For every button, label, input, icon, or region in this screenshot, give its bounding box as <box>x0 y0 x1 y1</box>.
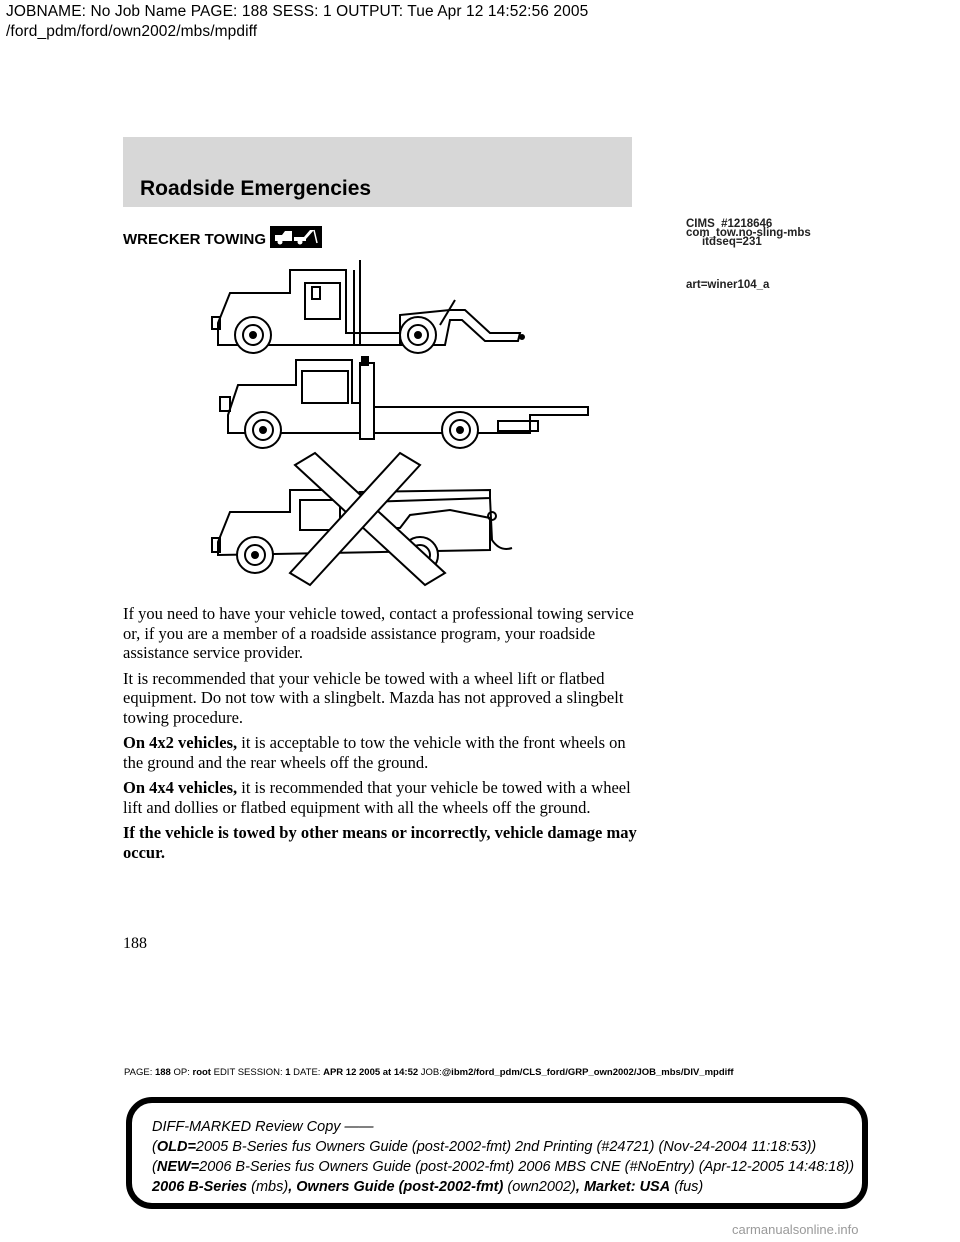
flatbed-truck-illustration <box>220 357 588 448</box>
diff-line-1: DIFF-MARKED Review Copy —— <box>152 1119 374 1135</box>
paragraph-1: If you need to have your vehicle towed, contact a professional towing service or, if you are a member of a roadside assistance program, your roadside assistance service provider. <box>123 604 634 662</box>
paragraph-3 <box>123 733 643 772</box>
paragraph-5-warning <box>123 823 643 862</box>
diff-old-label: OLD= <box>156 1139 196 1155</box>
footer-op-label: OP: <box>173 1067 190 1078</box>
diff-l4-e: , Market: <box>575 1179 640 1195</box>
job-header-line2: /ford_pdm/ford/own2002/mbs/mpdiff <box>6 23 258 40</box>
footer-job-value: @ibm2/ford_pdm/CLS_ford/GRP_own2002/JOB_mbs/DIV_mpdiff <box>441 1067 734 1078</box>
diff-l4-b: (mbs) <box>247 1179 289 1195</box>
paragraph-4 <box>123 778 643 817</box>
tow-truck-icon <box>270 226 322 252</box>
paragraph-4-lead: On 4x4 vehicles, <box>123 778 238 797</box>
paragraph-4-text: it is recommended that your vehicle be towed with a wheel lift and dollies or flatbed equipment with all the wheels off the ground. <box>123 778 631 817</box>
diff-l4-g: (fus) <box>670 1179 704 1195</box>
diff-old-open: ( <box>152 1139 157 1155</box>
paragraph-2: It is recommended that your vehicle be towed with a wheel lift or flatbed equipment. Do not tow with a slingbelt. Mazda has not approved a slingbelt towing procedure. <box>123 668 624 727</box>
diff-review-box <box>126 1097 868 1209</box>
diff-line-4 <box>152 1177 862 1197</box>
footer-page-value: 188 <box>154 1067 171 1078</box>
footer-job-label: JOB: <box>420 1067 442 1078</box>
towing-illustrations <box>200 255 600 600</box>
diff-l4-f: USA <box>639 1179 671 1195</box>
footer-date-value: APR 12 2005 at 14:52 <box>323 1067 419 1078</box>
diff-old-text: 2005 B-Series fus Owners Guide (post-2002-fmt) 2nd Printing (#24721) (Nov-24-2004 11:18:53)) <box>195 1139 817 1155</box>
diff-l4-a: 2006 B-Series <box>152 1179 248 1195</box>
cims-line1: CIMS #1218646 <box>686 218 773 230</box>
job-header <box>6 2 588 42</box>
page-number: 188 <box>123 935 147 952</box>
paragraph-5-text: If the vehicle is towed by other means or incorrectly, vehicle damage may occur. <box>123 823 637 862</box>
cims-annotation <box>686 220 811 247</box>
job-header-line1: JOBNAME: No Job Name PAGE: 188 SESS: 1 OUTPUT: Tue Apr 12 14:52:56 2005 <box>6 3 589 20</box>
footer-session-label: EDIT SESSION: <box>213 1067 283 1078</box>
diff-line-new <box>152 1157 862 1177</box>
diff-line-old <box>152 1137 862 1157</box>
cims-line3: itdseq=231 <box>686 236 762 248</box>
section-header-band <box>123 137 632 207</box>
cims-line2: com_tow.no-sling-mbs <box>686 227 811 239</box>
footer-page-label: PAGE: <box>124 1067 153 1078</box>
footer-op-value: root <box>192 1067 211 1078</box>
footer-job-info <box>124 1067 734 1078</box>
diff-new-label: NEW= <box>156 1159 200 1175</box>
diff-l4-d: (own2002) <box>503 1179 576 1195</box>
diff-new-open: ( <box>152 1159 157 1175</box>
section-heading-text: WRECKER TOWING <box>123 230 267 248</box>
wheel-lift-truck-illustration <box>212 260 524 353</box>
paragraph-3-lead: On 4x2 vehicles, <box>123 733 238 752</box>
watermark: carmanualsonline.info <box>732 1222 859 1237</box>
diff-new-text: 2006 B-Series fus Owners Guide (post-2002-fmt) 2006 MBS CNE (#NoEntry) (Apr-12-2005 14:48:18)) <box>199 1159 855 1175</box>
page-title: Roadside Emergencies <box>140 177 372 200</box>
section-heading <box>123 226 322 252</box>
diff-l4-c: , Owners Guide (post-2002-fmt) <box>288 1179 504 1195</box>
paragraph-3-text: it is acceptable to tow the vehicle with the front wheels on the ground and the rear wheels off the ground. <box>123 733 626 772</box>
footer-session-value: 1 <box>285 1067 291 1078</box>
body-text <box>123 604 643 868</box>
footer-date-label: DATE: <box>293 1067 321 1078</box>
art-annotation: art=winer104_a <box>686 279 770 291</box>
